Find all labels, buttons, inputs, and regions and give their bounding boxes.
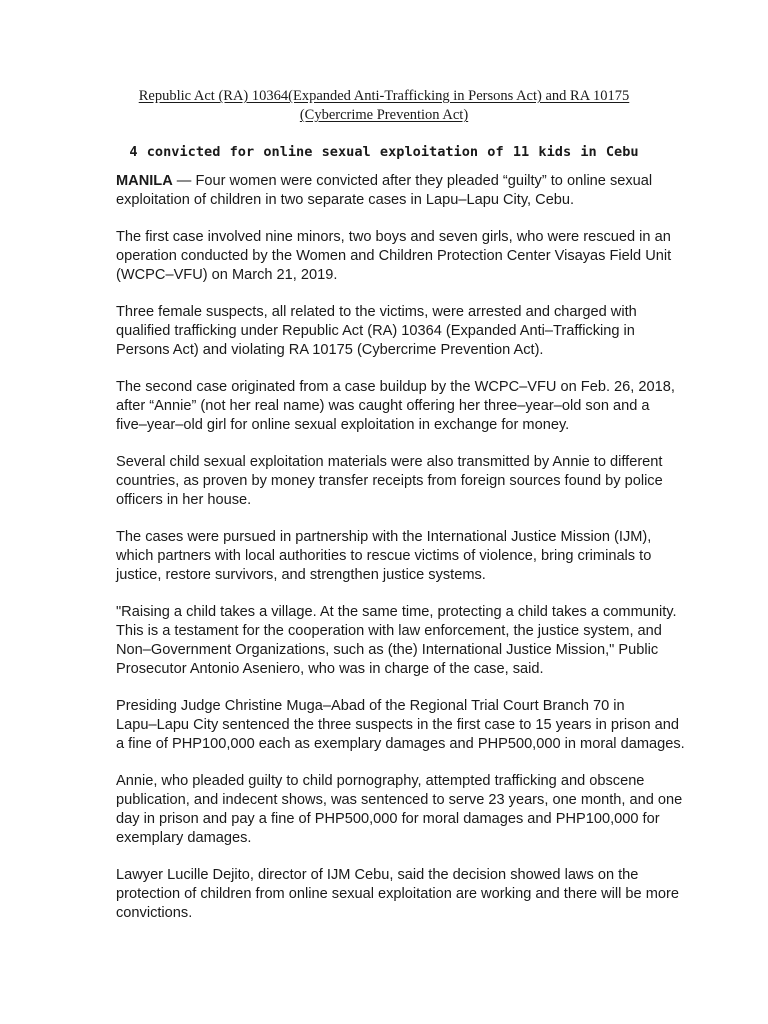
dateline: MANILA [116,173,173,189]
article-paragraph [116,172,676,210]
paragraph-line: Persons Act) and violating RA 10175 (Cybercrime Prevention Act). [116,342,544,358]
paragraph-line: Several child sexual exploitation materials were also transmitted by Annie to different [116,454,663,470]
paragraph-line: The first case involved nine minors, two boys and seven girls, who were rescued in an [116,229,671,245]
article-paragraph [116,228,676,285]
paragraph-line: protection of children from online sexual exploitation are working and there will be more [116,886,679,902]
article-paragraph [116,866,679,923]
paragraph-line: exemplary damages. [116,830,252,846]
paragraph-line: Lawyer Lucille Dejito, director of IJM Cebu, said the decision showed laws on the [116,867,639,883]
article-paragraph [116,528,676,585]
article-paragraph [116,697,685,754]
paragraph-line: Annie, who pleaded guilty to child pornography, attempted trafficking and obscene [116,773,645,789]
paragraph-line: This is a testament for the cooperation with law enforcement, the justice system, and [116,623,662,639]
paragraph-line: Lapu–Lapu City sentenced the three suspects in the first case to 15 years in prison and [116,717,680,733]
paragraph-line: The cases were pursued in partnership with the International Justice Mission (IJM), [116,529,652,545]
paragraph-line: day in prison and pay a fine of PHP500,000 for moral damages and PHP100,000 for [116,811,660,827]
paragraph-line: officers in her house. [116,492,252,508]
paragraph-line: Three female suspects, all related to the victims, were arrested and charged with [116,304,637,320]
paragraph-line: operation conducted by the Women and Children Protection Center Visayas Field Unit [116,248,672,264]
header-line-1: Republic Act (RA) 10364(Expanded Anti-Trafficking in Persons Act) and RA 10175 [138,88,630,104]
article-paragraph [116,378,676,435]
paragraph-line: The second case originated from a case buildup by the WCPC–VFU on Feb. 26, 2018, [116,379,675,395]
paragraph-line: "Raising a child takes a village. At the same time, protecting a child takes a community. [116,604,677,620]
article-paragraph [116,772,683,848]
paragraph-line: five–year–old girl for online sexual exploitation in exchange for money. [116,417,570,433]
paragraph-line: (WCPC–VFU) on March 21, 2019. [116,267,338,283]
header-line-2: (Cybercrime Prevention Act) [299,107,469,123]
article-paragraph [116,603,676,679]
paragraph-line [116,172,676,191]
paragraph-line: Presiding Judge Christine Muga–Abad of the Regional Trial Court Branch 70 in [116,698,625,714]
article-headline: 4 convicted for online sexual exploitation of 11 kids in Cebu [129,144,639,160]
paragraph-line: exploitation of children in two separate cases in Lapu–Lapu City, Cebu. [116,192,575,208]
paragraph-line: justice, restore survivors, and strengthen justice systems. [116,567,486,583]
paragraph-line: countries, as proven by money transfer receipts from foreign sources found by police [116,473,663,489]
paragraph-line: qualified trafficking under Republic Act (RA) 10364 (Expanded Anti–Trafficking in [116,323,635,339]
paragraph-line: Prosecutor Antonio Aseniero, who was in charge of the case, said. [116,661,544,677]
paragraph-line-text: — Four women were convicted after they pleaded “guilty” to online sexual [172,173,653,189]
paragraph-line: a fine of PHP100,000 each as exemplary damages and PHP500,000 in moral damages. [116,736,685,752]
article-body [116,172,685,941]
paragraph-line: publication, and indecent shows, was sentenced to serve 23 years, one month, and one [116,792,683,808]
paragraph-line: convictions. [116,905,193,921]
paragraph-line: Non–Government Organizations, such as (the) International Justice Mission," Public [116,642,659,658]
paragraph-line: after “Annie” (not her real name) was caught offering her three–year–old son and a [116,398,650,414]
article-paragraph [116,303,676,360]
paragraph-line: which partners with local authorities to rescue victims of violence, bring criminals to [116,548,652,564]
article-paragraph [116,453,676,510]
